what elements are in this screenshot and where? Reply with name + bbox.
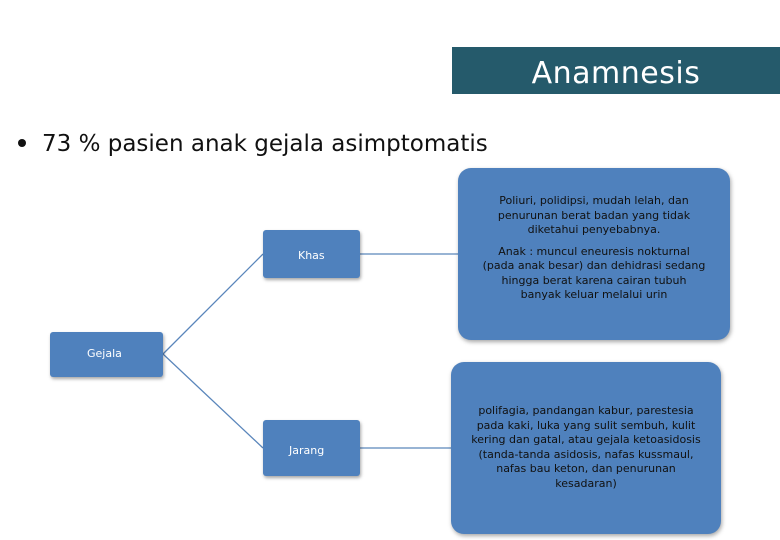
connector-gejala-khas [163, 254, 263, 354]
detail-khas-line: Anak : muncul eneuresis nokturnal [498, 244, 690, 258]
detail-jarang-line: (tanda-tanda asidosis, nafas kussmaul, [478, 447, 694, 461]
bullet-text: 73 % pasien anak gejala asimptomatis [42, 131, 488, 157]
detail-khas-line: penurunan berat badan yang tidak [497, 208, 691, 222]
node-gejala-label: Gejala [87, 347, 122, 360]
detail-jarang-line: polifagia, pandangan kabur, parestesia [478, 404, 694, 417]
detail-khas-line: diketahui penyebabnya. [527, 223, 661, 236]
node-gejala [50, 332, 163, 377]
node-khas [263, 230, 360, 278]
detail-jarang-line: nafas bau keton, dan penurunan [496, 462, 676, 475]
detail-jarang-line: kesadaran) [555, 476, 617, 490]
detail-box-jarang [451, 362, 721, 534]
detail-khas-line: banyak keluar melalui urin [520, 288, 668, 301]
slide-title: Anamnesis [531, 56, 701, 91]
detail-jarang-line: kering dan gatal, atau gejala ketoasidosis [471, 433, 701, 446]
connector-gejala-jarang [163, 354, 263, 448]
detail-khas-line: Poliuri, polidipsi, mudah lelah, dan [499, 194, 689, 207]
slide-title-bar [452, 47, 780, 94]
detail-box-khas [458, 168, 730, 340]
detail-khas-line: (pada anak besar) dan dehidrasi sedang [482, 259, 706, 272]
node-jarang-label: Jarang [289, 444, 325, 457]
node-khas-label: Khas [298, 249, 325, 262]
detail-khas-line: hingga berat karena cairan tubuh [501, 273, 687, 287]
bullet-point [18, 124, 718, 164]
node-jarang [263, 420, 360, 476]
bullet-dot-icon [18, 139, 26, 147]
detail-jarang-line: pada kaki, luka yang sulit sembuh, kulit [476, 418, 696, 432]
